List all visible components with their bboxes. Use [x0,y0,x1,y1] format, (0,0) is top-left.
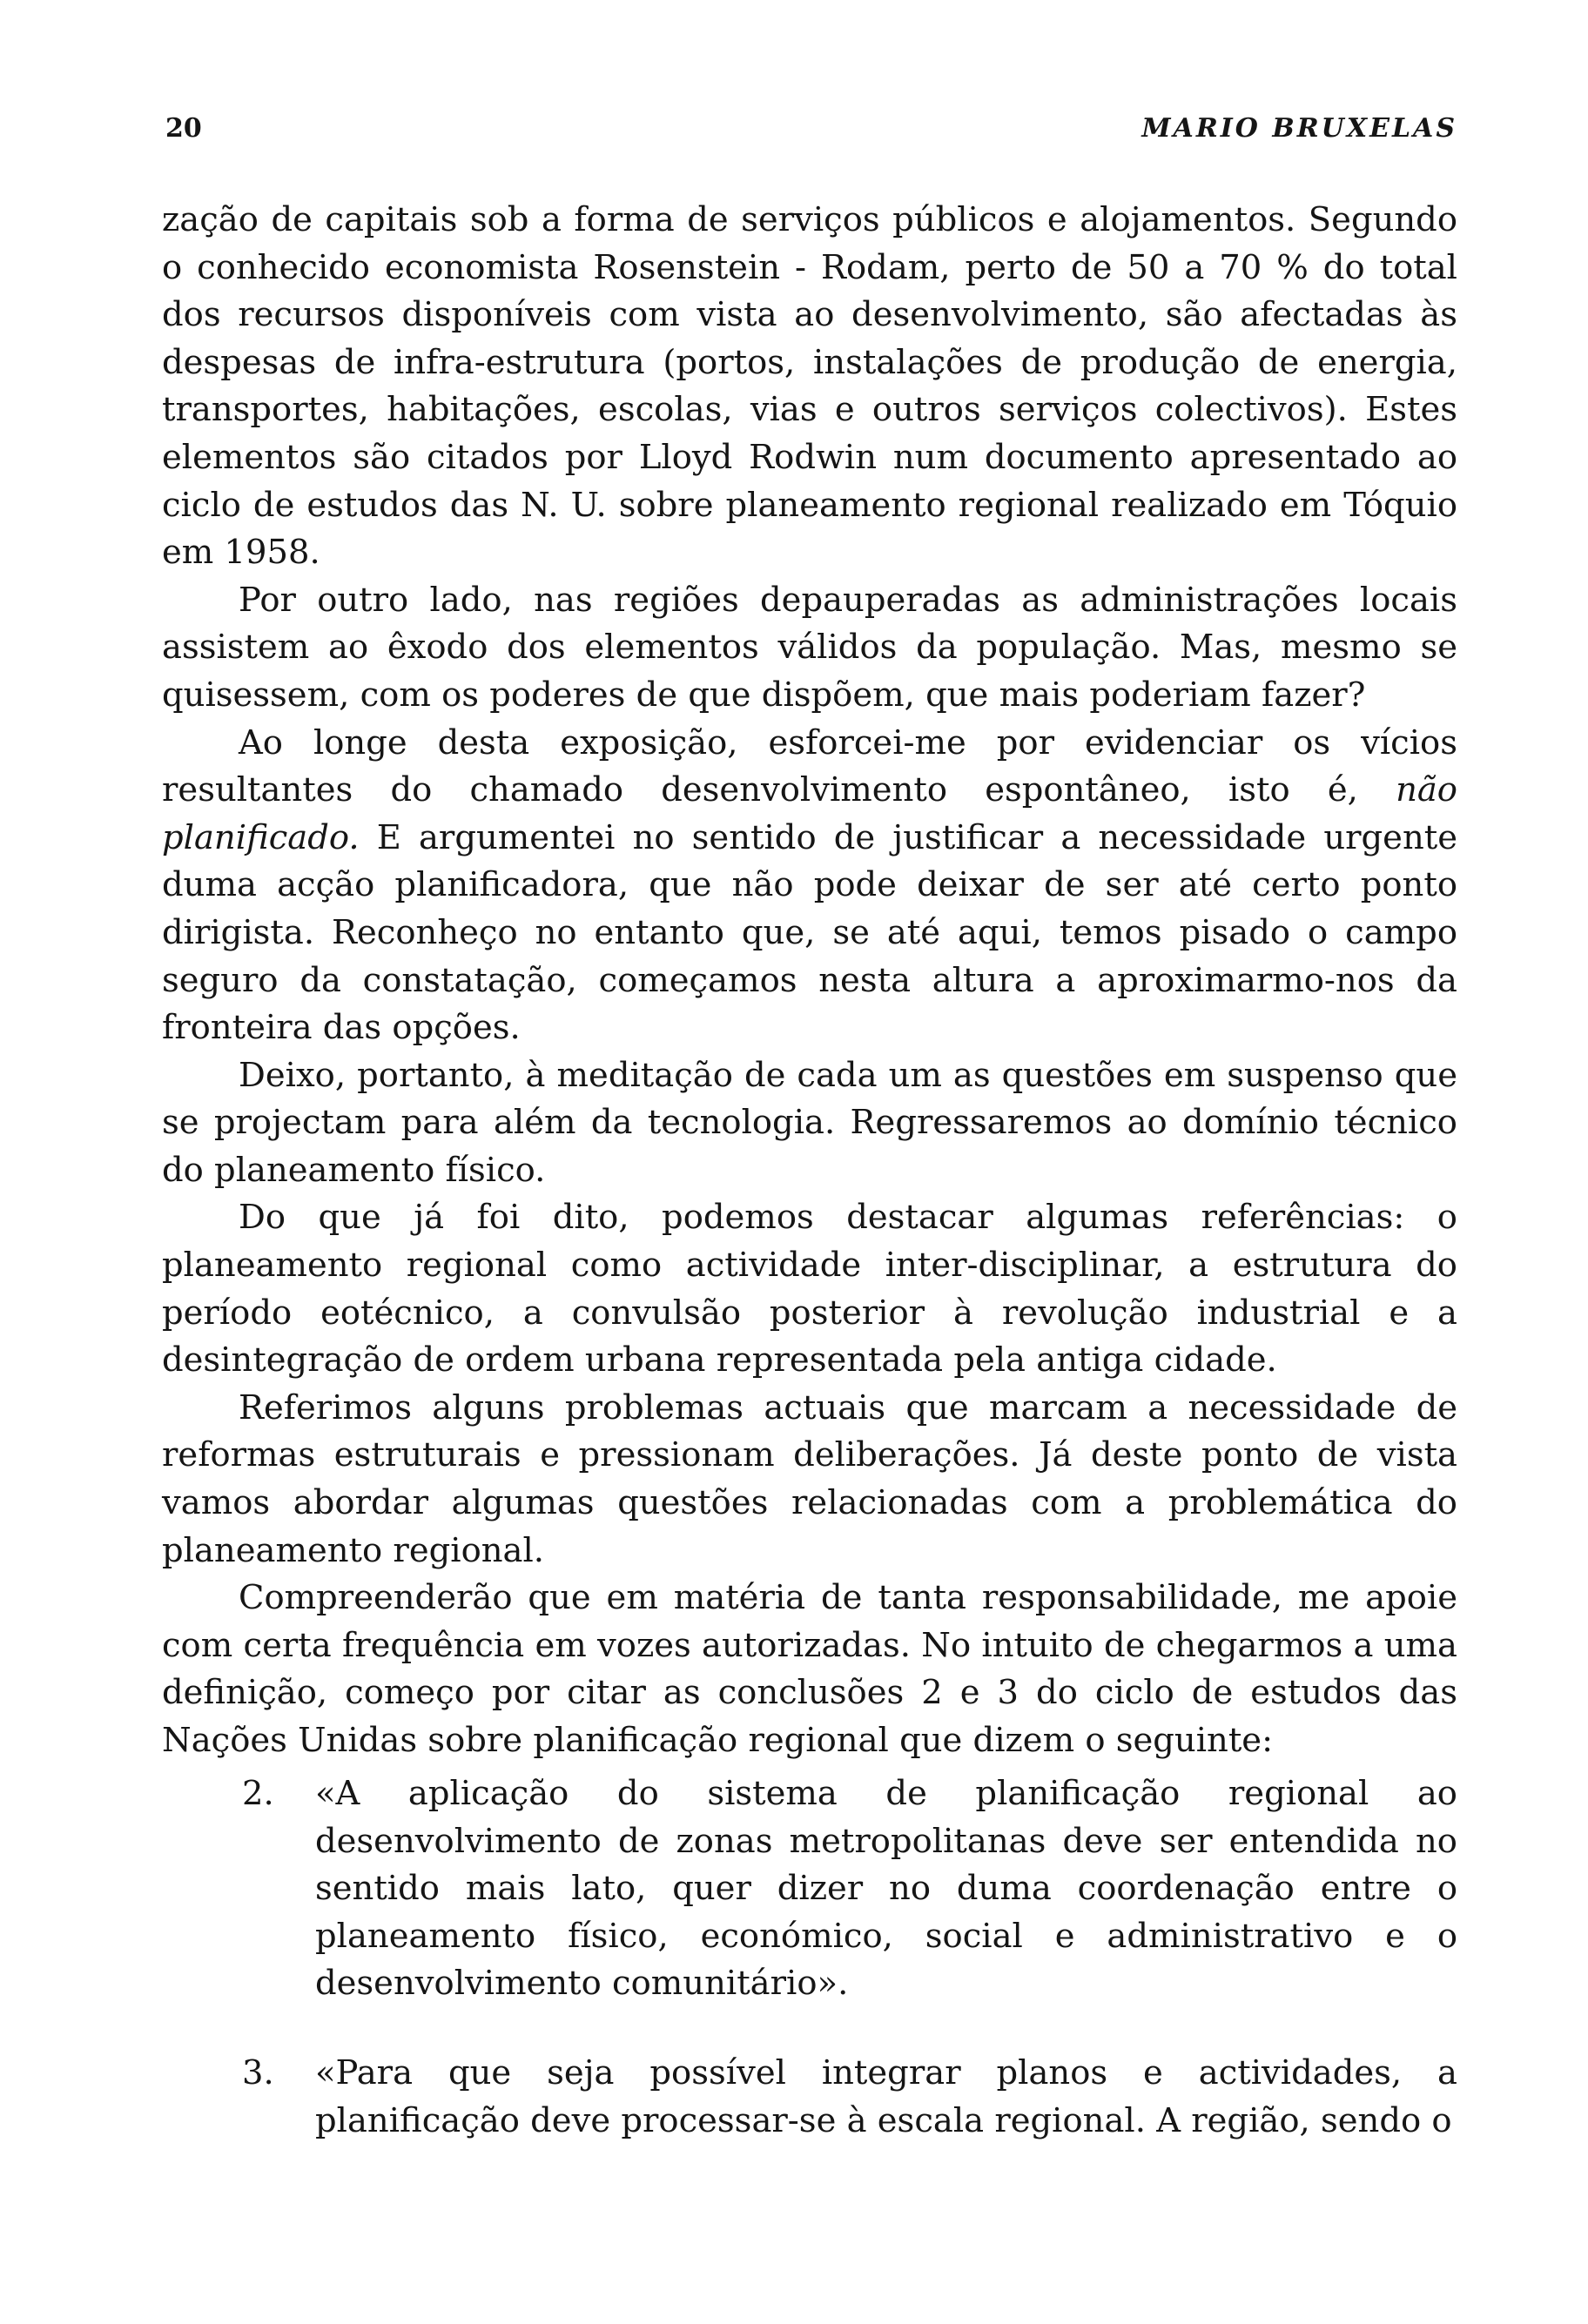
paragraph-text: Compreenderão que em matéria de tanta responsabilidade, me apoie com certa frequência em vozes autorizadas. No intuito de chegarmos a uma definição, começo por citar as conclusões 2 e 3 do ciclo de estudos das Nações Unidas sobre planificação regional que dizem o seguinte: [162,1578,1457,1760]
page-number: 20 [165,113,202,144]
emphasized-text: não planificado. [162,770,1457,857]
paragraph [162,1385,1457,1575]
body-text [162,197,1457,1765]
paragraph-text: Referimos alguns problemas actuais que marcam a necessidade de reformas estruturais e pressionam deliberações. Já deste ponto de vista vamos abordar algumas questões relacionadas com a problemática do planeamento regional. [162,1387,1457,1570]
running-head: MARIO BRUXELAS [1141,113,1457,144]
paragraph-text: Ao longe desta exposição, esforcei-me por evidenciar os vícios resultantes do chamado desenvolvimento espontâneo, isto é, [162,722,1457,810]
paragraph [162,577,1457,720]
paragraph [162,197,1457,577]
paragraph-text: E argumentei no sentido de justificar a necessidade urgente duma acção planificadora, que não pode deixar de ser até certo ponto dirigista. Reconheço no entanto que, se até aqui, temos pisado o campo seguro da constatação, começamos nesta altura a aproximarmo-nos da fronteira das opções. [162,817,1457,1048]
paragraph [162,1052,1457,1195]
paragraph-text: Deixo, portanto, à meditação de cada um as questões em suspenso que se projectam para além da tecnologia. Regressaremos ao domínio técnico do planeamento físico. [162,1055,1457,1190]
page-header [165,113,1457,151]
conclusion-text: «Para que seja possível integrar planos e actividades, a planificação deve processar-se à escala regional. A região, sendo o [315,2052,1457,2140]
conclusion-number: 3. [242,2052,274,2092]
paragraph-text: zação de capitais sob a forma de serviços públicos e alojamentos. Segundo o conhecido economista Rosenstein - Rodam, perto de 50 a 70 % do total dos recursos disponíveis com vista ao desenvolvimento, são afectadas às despesas de infra-estrutura (portos, instalações de produção de energia, transportes, habitações, escolas, vias e outros serviços colectivos). Estes elementos são citados por Lloyd Rodwin num documento apresentado ao ciclo de estudos das N. U. sobre planeamento regional realizado em Tóquio em 1958. [162,200,1457,573]
paragraph [162,720,1457,1052]
quoted-conclusion [162,1770,1457,2008]
paragraph [162,1575,1457,1764]
quoted-conclusions [162,1770,1457,2186]
quoted-conclusion [162,2050,1457,2145]
paragraph [162,1194,1457,1384]
paragraph-text: Do que já foi dito, podemos destacar algumas referências: o planeamento regional como actividade inter-disciplinar, a estrutura do período eotécnico, a convulsão posterior à revolução industrial e a desintegração de ordem urbana representada pela antiga cidade. [162,1198,1457,1380]
conclusion-text: «A aplicação do sistema de planificação regional ao desenvolvimento de zonas metropolitanas deve ser entendida no sentido mais lato, quer dizer no duma coordenação entre o planeamento físico, económico, social e administrativo e o desenvolvimento comunitário». [315,1774,1457,2004]
paragraph-text: Por outro lado, nas regiões depauperadas as administrações locais assistem ao êxodo dos elementos válidos da população. Mas, mesmo se quisessem, com os poderes de que dispõem, que mais poderiam fazer? [162,580,1457,715]
conclusion-number: 2. [242,1774,274,1813]
